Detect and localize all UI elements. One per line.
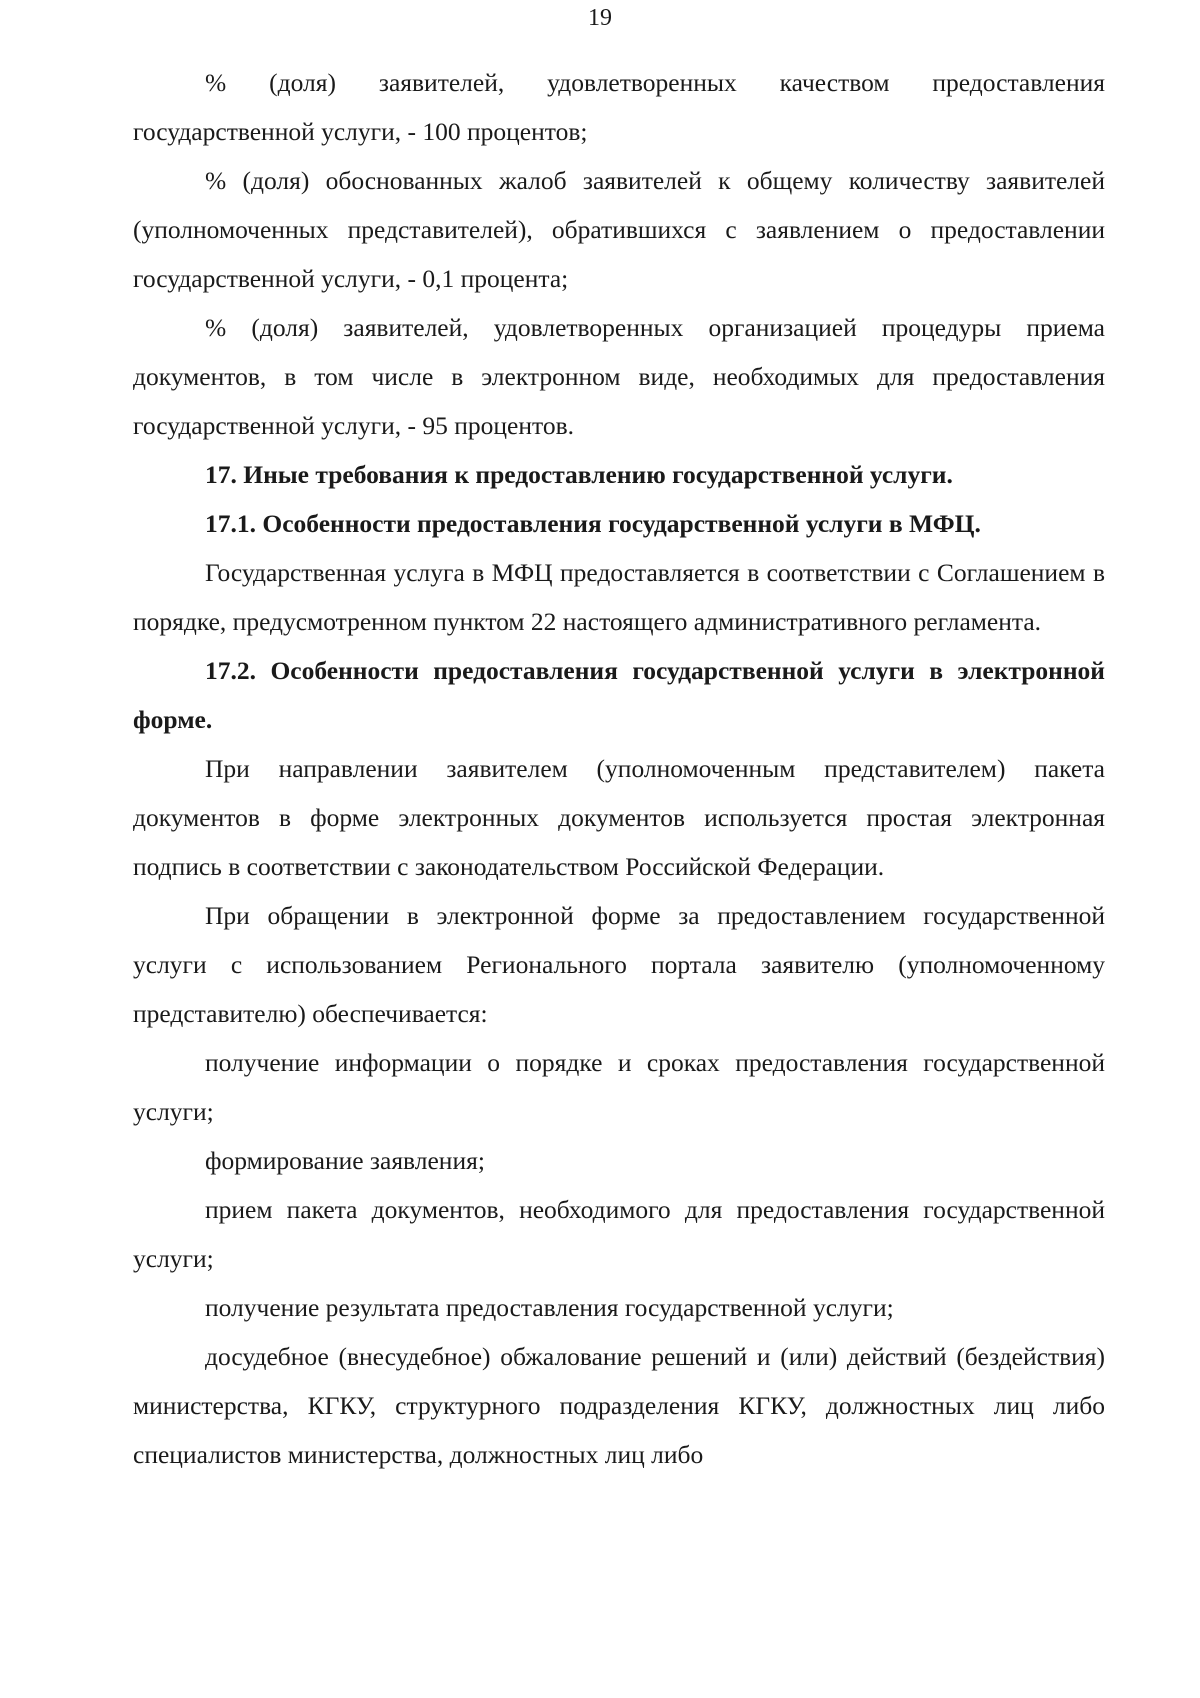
paragraph-portal-provision: При обращении в электронной форме за предоставлением государственной услуги с использованием Регионального портала заявителю (уполномоченному представителю) обеспечивается: bbox=[133, 901, 1105, 1028]
list-item-appeal: досудебное (внесудебное) обжалование решений и (или) действий (бездействия) министерства, КГКУ, структурного подразделения КГКУ, должностных лиц либо специалистов министерства, должностных лиц либо bbox=[133, 1342, 1105, 1469]
section-heading-17-1: 17.1. Особенности предоставления государственной услуги в МФЦ. bbox=[205, 509, 981, 538]
document-body bbox=[133, 58, 1105, 1479]
list-item-application-forming: формирование заявления; bbox=[205, 1146, 485, 1175]
page-number: 19 bbox=[588, 5, 612, 31]
paragraph-complaints-share: % (доля) обоснованных жалоб заявителей к общему количеству заявителей (уполномоченных представителей), обратившихся с заявлением о предоставлении государственной услуги, - 0,1 процента; bbox=[133, 166, 1105, 293]
paragraph-mfc-service: Государственная услуга в МФЦ предоставляется в соответствии с Соглашением в порядке, предусмотренном пунктом 22 настоящего административного регламента. bbox=[133, 558, 1105, 636]
list-item-documents-reception: прием пакета документов, необходимого для предоставления государственной услуги; bbox=[133, 1195, 1105, 1273]
list-item-result-receipt: получение результата предоставления государственной услуги; bbox=[205, 1293, 894, 1322]
list-item-information: получение информации о порядке и сроках предоставления государственной услуги; bbox=[133, 1048, 1105, 1126]
section-heading-17-2: 17.2. Особенности предоставления государственной услуги в электронной форме. bbox=[133, 656, 1105, 734]
section-heading-17: 17. Иные требования к предоставлению государственной услуги. bbox=[205, 460, 953, 489]
paragraph-electronic-signature: При направлении заявителем (уполномоченным представителем) пакета документов в форме электронных документов используется простая электронная подпись в соответствии с законодательством Российской Федерации. bbox=[133, 754, 1105, 881]
paragraph-reception-satisfaction: % (доля) заявителей, удовлетворенных организацией процедуры приема документов, в том числе в электронном виде, необходимых для предоставления государственной услуги, - 95 процентов. bbox=[133, 313, 1105, 440]
paragraph-satisfaction-quality: % (доля) заявителей, удовлетворенных качеством предоставления государственной услуги, - 100 процентов; bbox=[133, 68, 1105, 146]
